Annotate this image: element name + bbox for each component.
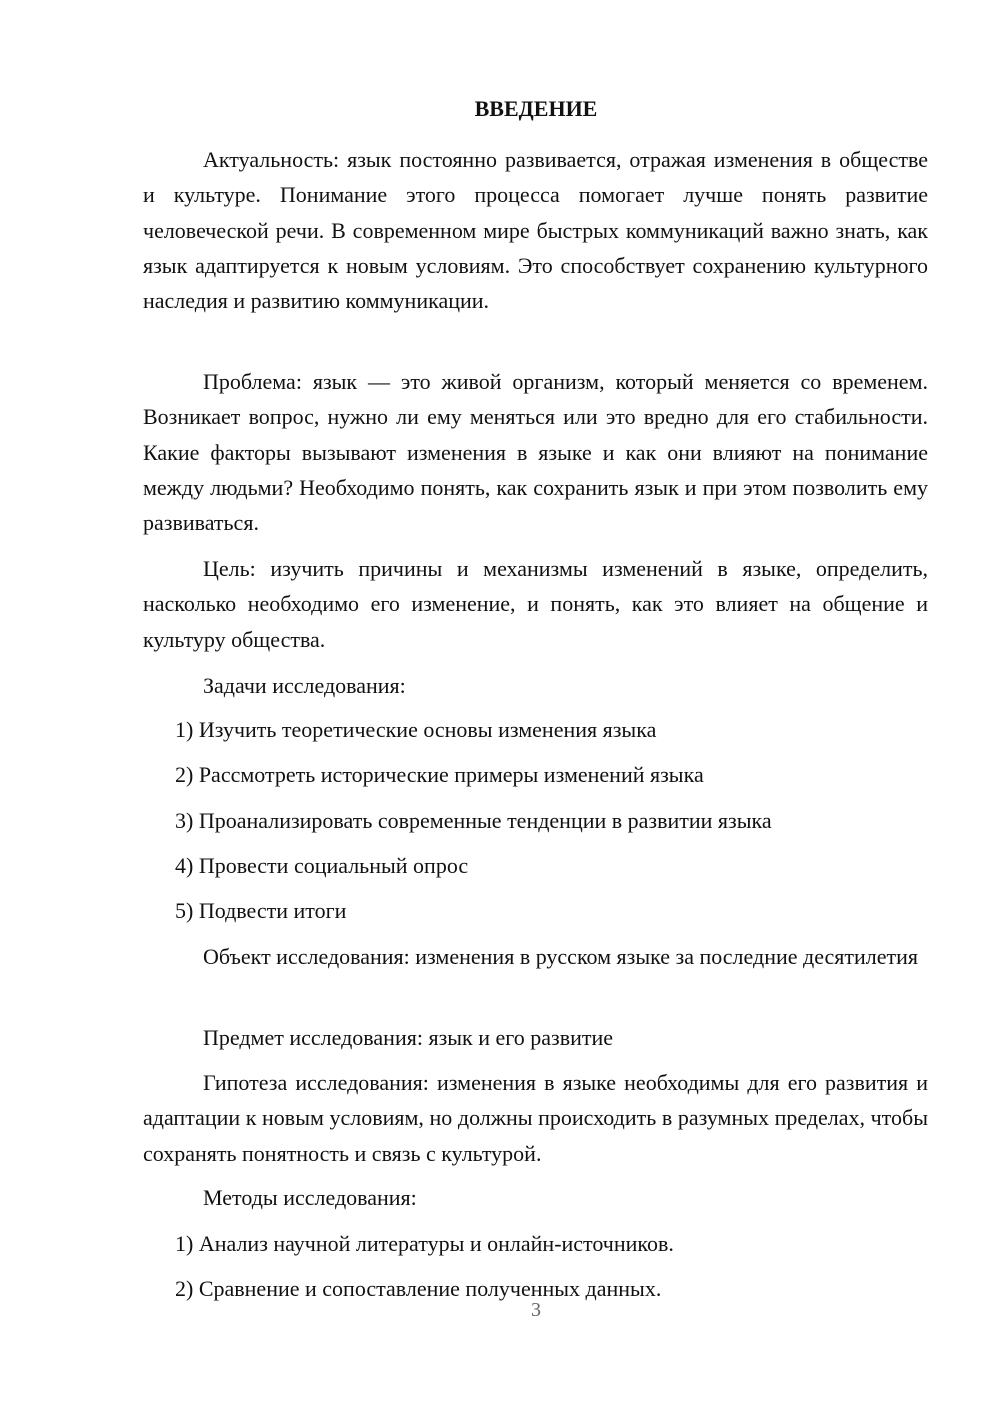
tasks-heading: Задачи исследования: bbox=[203, 673, 406, 698]
task-item: 5) Подвести итоги bbox=[175, 898, 347, 923]
task-item: 2) Рассмотреть исторические примеры изменений языка bbox=[175, 762, 704, 787]
task-item: 4) Провести социальный опрос bbox=[175, 853, 469, 878]
page-number: 3 bbox=[531, 1299, 541, 1321]
section-title: ВВЕДЕНИЕ bbox=[474, 96, 598, 121]
problem-paragraph: Проблема: язык — это живой организм, который меняется со временем. Возникает вопрос, нужно ли ему меняться или это вредно для его стабильности. Какие факторы вызывают изменения в языке и как они влияют на понимание между людьми? Необходимо понять, как сохранить язык и при этом позволить ему развиваться. bbox=[143, 369, 928, 536]
method-item: 1) Анализ научной литературы и онлайн-источников. bbox=[175, 1231, 674, 1256]
task-item: 1) Изучить теоретические основы изменения языка bbox=[175, 717, 657, 742]
method-item: 2) Сравнение и сопоставление полученных данных. bbox=[175, 1276, 662, 1301]
goal-paragraph: Цель: изучить причины и механизмы изменений в языке, определить, насколько необходимо его изменение, и понять, как это влияет на общение и культуру общества. bbox=[143, 556, 928, 652]
relevance-paragraph: Актуальность: язык постоянно развивается, отражая изменения в обществе и культуре. Понимание этого процесса помогает лучше понять развитие человеческой речи. В современном мире быстрых коммуникаций важно знать, как язык адаптируется к новым условиям. Это способствует сохранению культурного наследия и развитию коммуникации. bbox=[143, 147, 928, 314]
task-item: 3) Проанализировать современные тенденции в развитии языка bbox=[175, 808, 772, 833]
object-paragraph: Объект исследования: изменения в русском языке за последние десятилетия bbox=[203, 944, 919, 969]
methods-heading: Методы исследования: bbox=[203, 1185, 417, 1210]
subject-line: Предмет исследования: язык и его развитие bbox=[203, 1025, 614, 1050]
hypothesis-paragraph: Гипотеза исследования: изменения в языке необходимы для его развития и адаптации к новым условиям, но должны происходить в разумных пределах, чтобы сохранять понятность и связь с культурой. bbox=[143, 1070, 928, 1166]
